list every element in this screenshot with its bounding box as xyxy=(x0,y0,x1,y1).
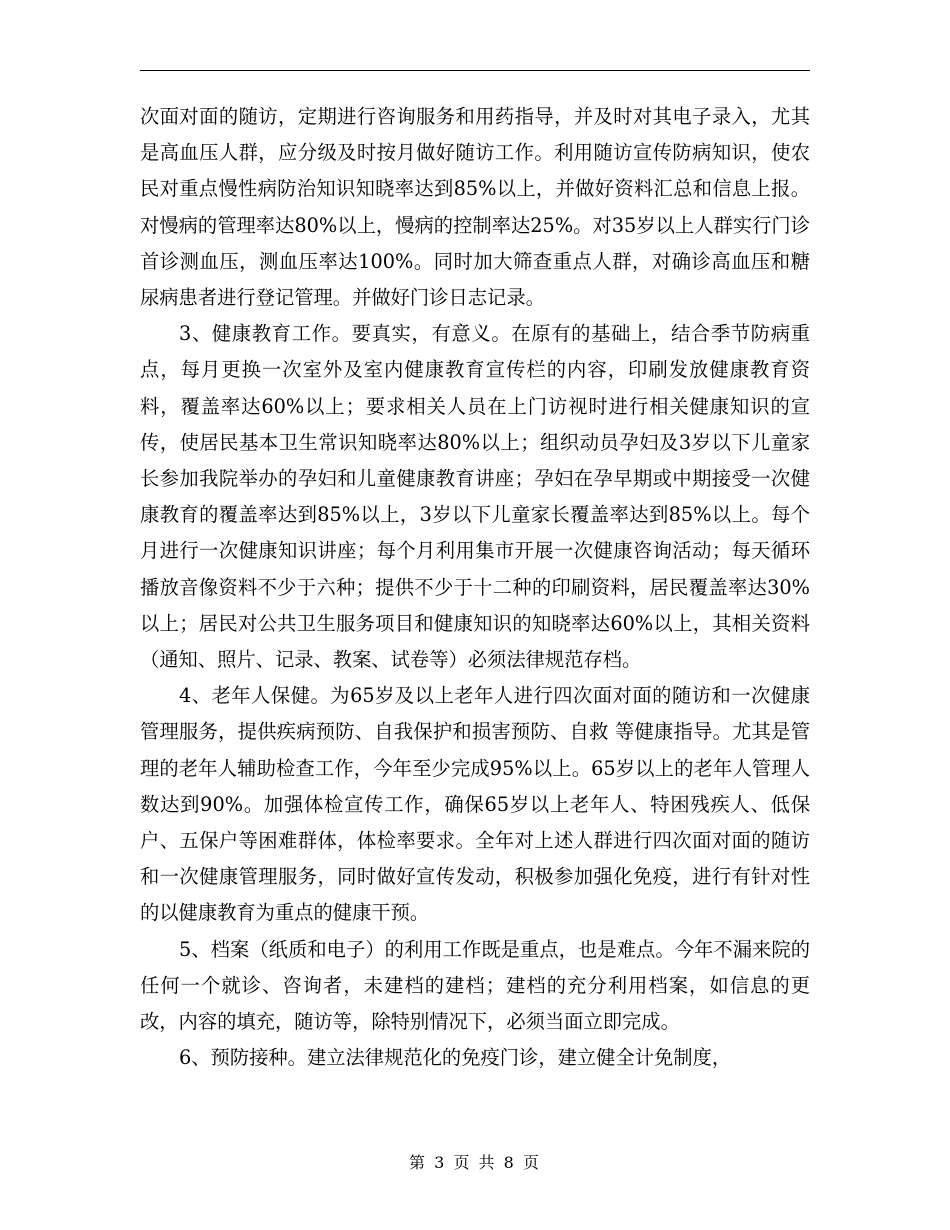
paragraph-health-education: 3、健康教育工作。要真实，有意义。在原有的基础上，结合季节防病重点，每月更换一次室外及室内健康教育宣传栏的内容，印刷发放健康教育资料，覆盖率达60%以上；要求相关人员在上门访视时进行相关健康知识的宣传，使居民基本卫生常识知晓率达80%以上；组织动员孕妇及3岁以下儿童家长参加我院举办的孕妇和儿童健康教育讲座；孕妇在孕早期或中期接受一次健康教育的覆盖率达到85%以上，3岁以下儿童家长覆盖率达到85%以上。每个月进行一次健康知识讲座；每个月利用集市开展一次健康咨询活动；每天循环播放音像资料不少于六种；提供不少于十二种的印刷资料，居民覆盖率达30%以上；居民对公共卫生服务项目和健康知识的知晓率达60%以上，其相关资料（通知、照片、记录、教案、试卷等）必须法律规范存档。 xyxy=(140,322,810,672)
page-footer xyxy=(0,1151,950,1175)
total-page-number: 8 xyxy=(503,1153,516,1172)
footer-suffix: 页 xyxy=(522,1153,541,1172)
header-rule xyxy=(140,70,810,71)
paragraph-elderly-care: 4、老年人保健。为65岁及以上老年人进行四次面对面的随访和一次健康管理服务，提供疾病预防、自我保护和损害预防、自救 等健康指导。尤其是管理的老年人辅助检查工作，今年至少完成95%以上。65岁以上的老年人管理人数达到90%。加强体检宣传工作，确保65岁以上老年人、特困残疾人、低保户、五保户等困难群体，体检率要求。全年对上述人群进行四次面对面的随访和一次健康管理服务，同时做好宣传发动，积极参加强化免疫，进行有针对性的以健康教育为重点的健康干预。 xyxy=(140,684,810,925)
footer-page-word: 页 xyxy=(453,1153,472,1172)
document-body xyxy=(140,99,810,1076)
footer-prefix: 第 xyxy=(409,1153,428,1172)
paragraph-followup: 次面对面的随访，定期进行咨询服务和用药指导，并及时对其电子录入，尤其是高血压人群，应分级及时按月做好随访工作。利用随访宣传防病知识，使农民对重点慢性病防治知识知晓率达到85%以上，并做好资料汇总和信息上报。对慢病的管理率达80%以上，慢病的控制率达25%。对35岁以上人群实行门诊首诊测血压，测血压率达100%。同时加大筛查重点人群，对确诊高血压和糖尿病患者进行登记管理。并做好门诊日志记录。 xyxy=(140,105,810,310)
paragraph-records: 5、档案（纸质和电子）的利用工作既是重点，也是难点。今年不漏来院的任何一个就诊、咨询者，未建档的建档；建档的充分利用档案，如信息的更改，内容的填充，随访等，除特别情况下，必须当面立即完成。 xyxy=(140,937,810,1034)
current-page-number: 3 xyxy=(434,1153,447,1172)
paragraph-vaccination: 6、预防接种。建立法律规范化的免疫门诊，建立健全计免制度， xyxy=(179,1046,732,1070)
footer-total-word: 共 xyxy=(478,1153,497,1172)
